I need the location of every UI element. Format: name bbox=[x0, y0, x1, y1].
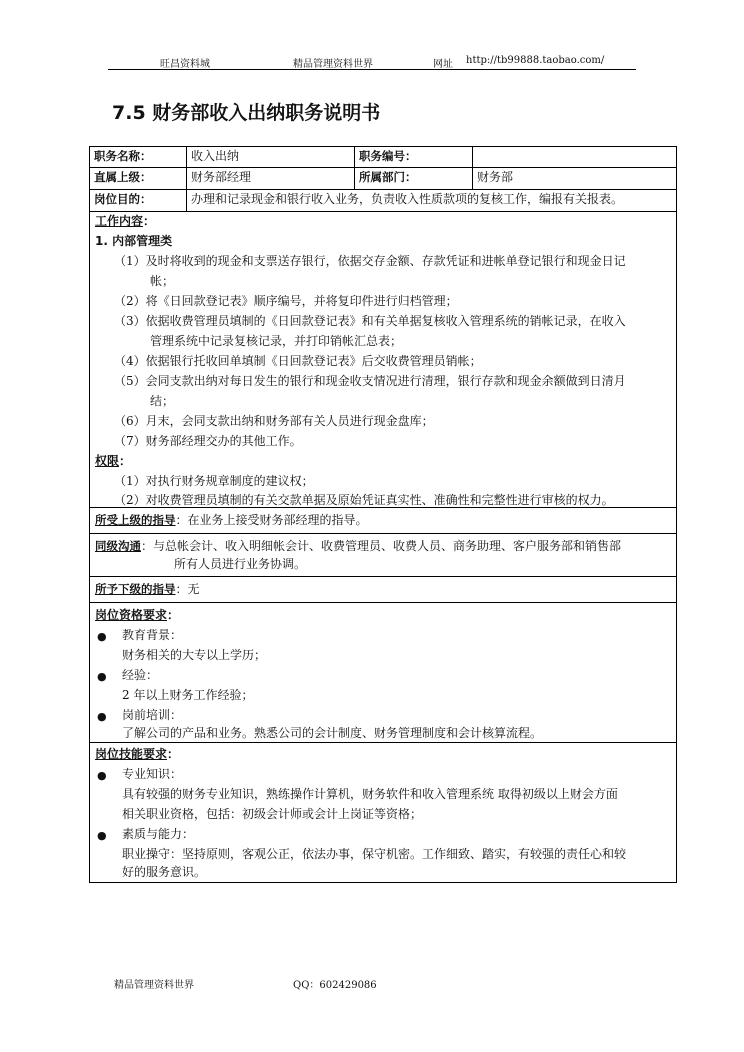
train-value: 了解公司的产品和业务。熟悉公司的会计制度、财务管理制度和会计核算流程。 bbox=[122, 726, 543, 740]
work-item: （4）依据银行托收回单填制《日回款登记表》后交收费管理员销帐； bbox=[114, 354, 482, 368]
quality-label: 素质与能力： bbox=[122, 827, 195, 841]
job-no-label: 职务编号： bbox=[354, 147, 472, 167]
qualification-section: 岗位资格要求： ● 教育背景： 财务相关的大专以上学历； ● 经验： 2 年以上财务工作经验； ● 岗前培训： 了解公司的产品和业务。熟悉公司的会计制度、财务管理制度和会计核算流程。 bbox=[89, 603, 677, 743]
work-item: （5）会同支款出纳对每日发生的银行和现金收支情况进行清理，银行存款和现金余额做到日清月 bbox=[114, 374, 626, 388]
footer-left: 精品管理资料世界 bbox=[114, 980, 194, 991]
train-label: 岗前培训： bbox=[122, 708, 183, 722]
work-item: （1）及时将收到的现金和支票送存银行，依据交存金额、存款凭证和进帐单登记银行和现金日记 bbox=[114, 254, 626, 268]
prof-line1: 具有较强的财务专业知识，熟练操作计算机，财务软件和收入管理系统 取得初级以上财会方面 bbox=[122, 787, 618, 801]
header-url[interactable]: http://tb99888.taobao.com/ bbox=[466, 55, 605, 66]
info-row-3: 岗位目的： 办理和记录现金和银行收入业务，负责收入性质款项的复核工作，编报有关报表。 bbox=[90, 190, 676, 212]
work-item: 管理系统中记录复核记录，并打印销帐汇总表； bbox=[150, 334, 403, 348]
prof-label: 专业知识： bbox=[122, 767, 183, 781]
work-item: 帐； bbox=[150, 274, 175, 288]
subordinate-section: 所予下级的指导：无 bbox=[89, 577, 677, 603]
prof-line2: 相关职业资格，包括：初级会计师或会计上岗证等资格； bbox=[122, 807, 423, 821]
work-item: （7）财务部经理交办的其他工作。 bbox=[114, 434, 302, 448]
header-shop: 旺昌资料城 bbox=[160, 59, 210, 70]
exp-value: 2 年以上财务工作经验； bbox=[122, 688, 254, 702]
coordination-line1: 与总帐会计、收入明细帐会计、收费管理员、收费人员、商务助理、客户服务部和销售部 bbox=[153, 539, 622, 553]
work-item: （6）月末，会同支款出纳和财务部有关人员进行现金盘库； bbox=[114, 414, 434, 428]
bullet-icon: ● bbox=[97, 630, 107, 643]
subordinate-text: 无 bbox=[187, 582, 200, 596]
job-no-value bbox=[472, 147, 676, 167]
dept-label: 所属部门 bbox=[359, 170, 405, 184]
coordination-line2: 所有人员进行业务协调。 bbox=[174, 557, 307, 571]
page-header bbox=[0, 55, 744, 69]
bullet-icon: ● bbox=[97, 829, 107, 842]
coordination-section: 同级沟通：与总帐会计、收入明细帐会计、收费管理员、收费人员、商务助理、客户服务部和销售部 所有人员进行业务协调。 bbox=[89, 534, 677, 577]
skills-section: 岗位技能要求： ● 专业知识： 具有较强的财务专业知识，熟练操作计算机，财务软件和收入管理系统 取得初级以上财会方面 相关职业资格，包括：初级会计师或会计上岗证等资格； ● 素质与能力： 职业操守：坚持原则，客观公正，依法办事，保守机密。工作细致、踏实，有较强的责任心和较 好的服务意识。 bbox=[89, 743, 677, 883]
job-name-value: 收入出纳 bbox=[186, 147, 354, 167]
work-item: 结； bbox=[150, 394, 175, 408]
work-item: （2）将《日回款登记表》顺序编号，并将复印件进行归档管理； bbox=[114, 294, 458, 308]
info-row-2: 直属上级： 财务部经理 所属部门： 财务部 bbox=[90, 168, 676, 190]
info-table bbox=[89, 146, 677, 211]
work-section: 工作内容： 1. 内部管理类 （1）及时将收到的现金和支票送存银行，依据交存金额、存款凭证和进帐单登记银行和现金日记 帐； （2）将《日回款登记表》顺序编号，并将复印件进行归档管理； （3）依据收费管理员填制的《日回款登记表》和有关单据复核收入管理系统的销帐记录，在收入 管理系统中记录复核记录，并打印销帐汇总表； （4）依据银行托收回单填制《日回款登记表》后交收费管理员销帐； （5）会同支款出纳对每日发生的银行和现金收支情况进行清理，银行存款和现金余额做到日清月 结； （6）月末，会同支款出纳和财务部有关人员进行现金盘库； （7）财务部经理交办的其他工作。 权限： （1）对执行财务规章制度的建议权； （2）对收费管理员填制的有关交款单据及原始凭证真实性、准确性和完整性进行审核的权力。 bbox=[89, 210, 677, 508]
authority-label: 权限 bbox=[95, 454, 120, 468]
authority-item: （2）对收费管理员填制的有关交款单据及原始凭证真实性、准确性和完整性进行审核的权力。 bbox=[114, 493, 614, 507]
edu-label: 教育背景： bbox=[122, 628, 183, 642]
skills-label: 岗位技能要求 bbox=[95, 747, 168, 761]
guidance-text: 在业务上接受财务部经理的指导。 bbox=[187, 513, 368, 527]
quality-line2: 好的服务意识。 bbox=[122, 865, 207, 879]
header-divider bbox=[108, 69, 636, 70]
superior-label: 直属上级 bbox=[94, 170, 140, 184]
bullet-icon: ● bbox=[97, 710, 107, 723]
purpose-label: 岗位目的 bbox=[94, 192, 140, 206]
authority-item: （1）对执行财务规章制度的建议权； bbox=[114, 474, 314, 488]
bullet-icon: ● bbox=[97, 670, 107, 683]
edu-value: 财务相关的大专以上学历； bbox=[122, 648, 267, 662]
bullet-icon: ● bbox=[97, 769, 107, 782]
purpose-value: 办理和记录现金和银行收入业务，负责收入性质款项的复核工作，编报有关报表。 bbox=[186, 190, 676, 211]
page-title: 7.5 财务部收入出纳职务说明书 bbox=[112, 102, 381, 124]
guidance-label: 所受上级的指导 bbox=[95, 513, 176, 527]
quality-line1: 职业操守：坚持原则，客观公正，依法办事，保守机密。工作细致、踏实，有较强的责任心和较 bbox=[122, 847, 627, 861]
superior-value: 财务部经理 bbox=[186, 168, 354, 189]
header-world: 精品管理资料世界 bbox=[293, 59, 373, 70]
dept-value: 财务部 bbox=[472, 168, 676, 189]
coordination-label: 同级沟通 bbox=[95, 539, 141, 553]
header-url-label: 网址 bbox=[433, 59, 453, 70]
footer-qq: QQ：602429086 bbox=[293, 980, 377, 991]
info-row-1: 职务名称： 收入出纳 职务编号： bbox=[90, 147, 676, 168]
work-section-title: 1. 内部管理类 bbox=[95, 234, 173, 248]
job-name-label: 职务名称 bbox=[94, 149, 140, 163]
exp-label: 经验： bbox=[122, 668, 159, 682]
work-label: 工作内容 bbox=[95, 214, 144, 228]
work-item: （3）依据收费管理员填制的《日回款登记表》和有关单据复核收入管理系统的销帐记录，在收入 bbox=[114, 314, 626, 328]
subordinate-label: 所予下级的指导 bbox=[95, 582, 176, 596]
guidance-section: 所受上级的指导：在业务上接受财务部经理的指导。 bbox=[89, 508, 677, 534]
qualification-label: 岗位资格要求 bbox=[95, 608, 168, 622]
